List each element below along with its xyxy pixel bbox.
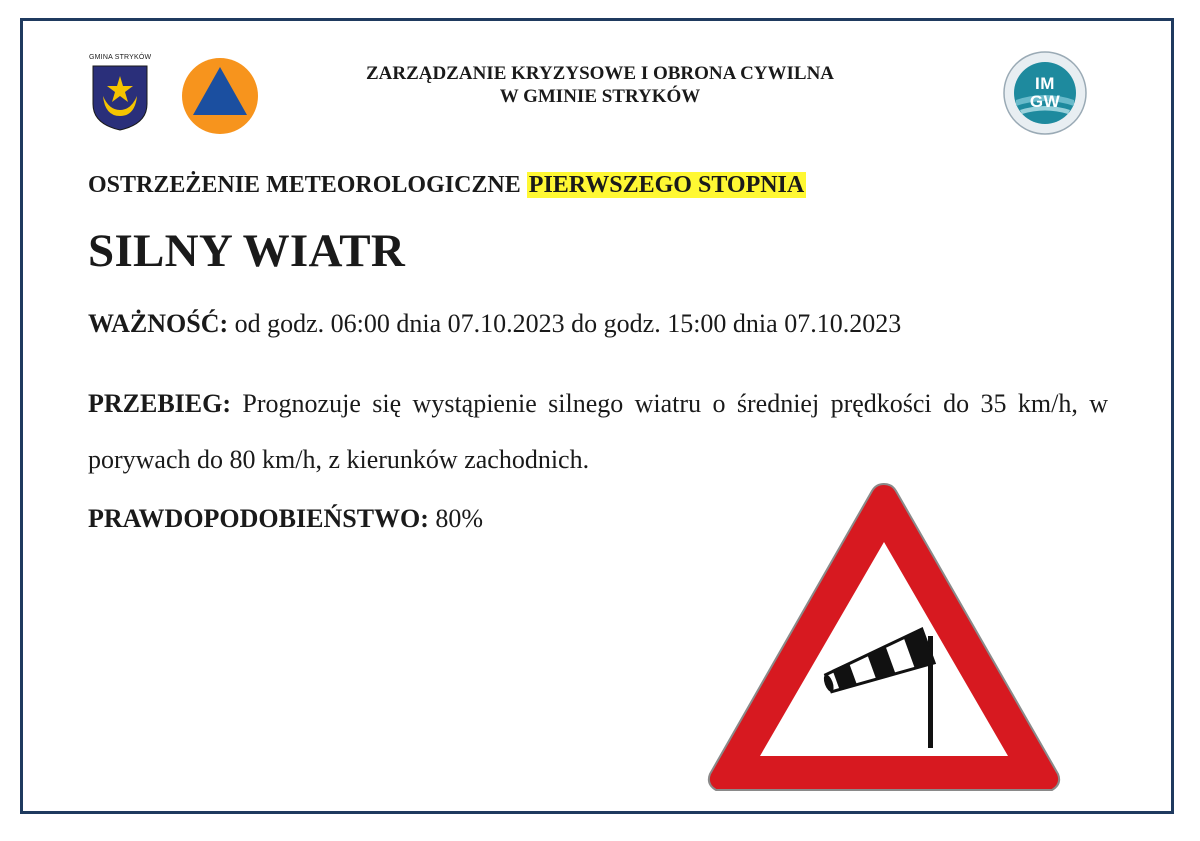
warning-level-highlight: PIERWSZEGO STOPNIA	[528, 172, 805, 198]
probability-label: PRAWDOPODOBIEŃSTWO:	[88, 504, 429, 533]
warning-level	[88, 172, 806, 199]
side-wind-warning-sign-icon	[702, 478, 1066, 798]
validity-label: WAŻNOŚĆ:	[88, 309, 229, 338]
crest-icon	[91, 64, 149, 132]
course-text: Prognozuje się wystąpienie silnego wiatru o średniej prędkości do 35 km/h, w porywach do 80 km/h, z kierunków zachodnich.	[88, 389, 1108, 474]
probability-paragraph	[88, 504, 483, 534]
crest-caption: GMINA STRYKÓW	[89, 54, 152, 61]
warning-headline: SILNY WIATR	[88, 225, 406, 277]
imgw-logo	[1002, 50, 1088, 136]
imgw-text-bottom: GW	[1029, 92, 1061, 111]
course-label: PRZEBIEG:	[88, 389, 232, 418]
validity-paragraph	[88, 309, 901, 339]
probability-text: 80%	[428, 504, 484, 533]
gmina-crest-logo	[89, 54, 151, 134]
course-paragraph	[88, 376, 1108, 488]
header-title-line-2: W GMINIE STRYKÓW	[499, 86, 701, 107]
civil-defence-logo	[181, 57, 259, 135]
civil-defence-triangle-icon	[181, 57, 259, 135]
validity-text: od godz. 06:00 dnia 07.10.2023 do godz. 15:00 dnia 07.10.2023	[228, 309, 902, 338]
header-title-line-1: ZARZĄDZANIE KRYZYSOWE I OBRONA CYWILNA	[365, 63, 835, 84]
imgw-text-top: IM	[1035, 74, 1055, 93]
warning-level-prefix: OSTRZEŻENIE METEOROLOGICZNE	[88, 172, 527, 198]
header-title	[260, 62, 940, 108]
